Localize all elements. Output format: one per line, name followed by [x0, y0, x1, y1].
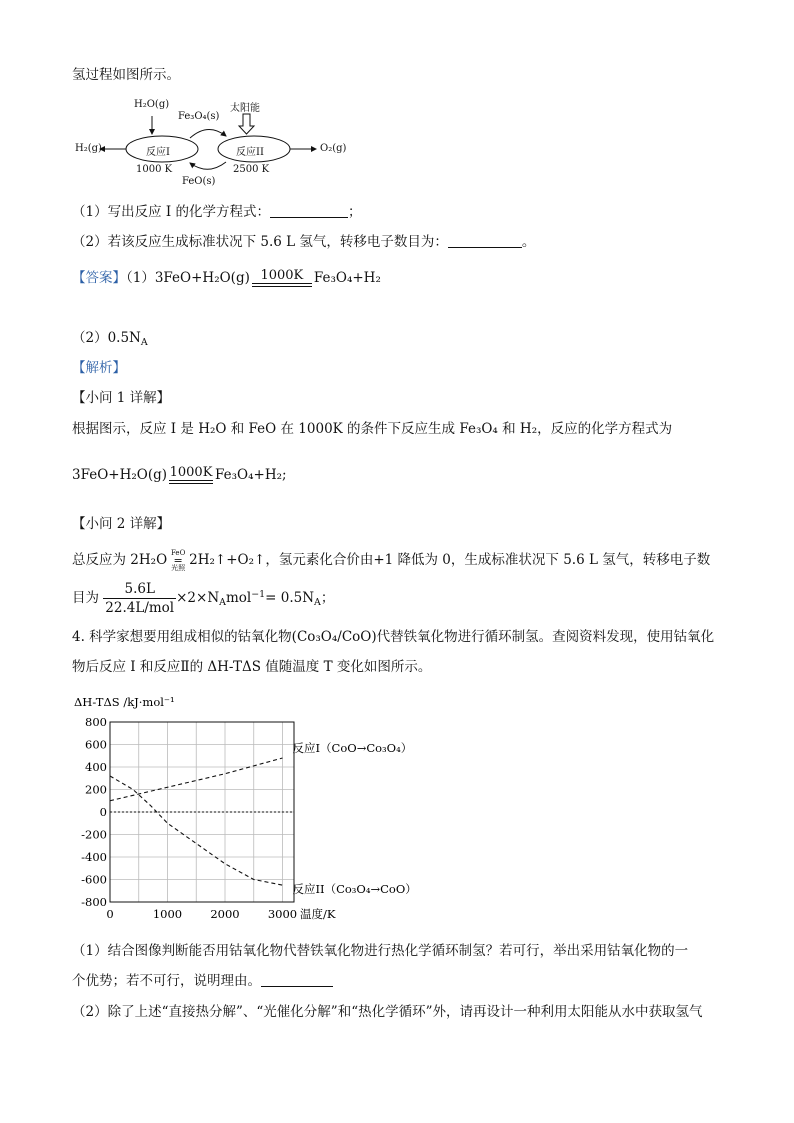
answer-1-prefix: （1）3FeO+H₂O(g): [126, 270, 250, 286]
sub2-text: 总反应为 2H₂O FeO = 光照 2H₂↑+O₂↑，氢元素化合价由+1 降低为 0，生成标准状况下 5.6 L 氢气，转移电子数: [72, 549, 711, 572]
solar-arrow: [239, 114, 254, 134]
question-1-end: ；: [348, 204, 362, 220]
analysis-tag: 【解析】: [72, 360, 126, 376]
question-2: [72, 233, 535, 251]
answer-1-condition: 1000K: [252, 269, 312, 287]
gibbs-chart-svg: [70, 690, 450, 930]
cycle-diagram: [70, 96, 347, 196]
y-tick-label: 800: [85, 715, 107, 729]
y-axis-label: ΔH-TΔS /kJ·mol⁻¹: [74, 695, 175, 709]
gibbs-chart: [70, 690, 450, 930]
y-tick-label: -400: [81, 850, 107, 864]
sub2-fraction: $\frac{5.6L}{\text{22.4L/mol}}$: [105, 581, 175, 616]
solar-label: 太阳能: [230, 103, 260, 114]
y-tick-label: -600: [81, 872, 107, 887]
y-tick-label: -200: [81, 827, 107, 842]
question-4-1-line-2: 个优势；若不可行，说明理由。: [72, 972, 333, 990]
y-tick-label: 200: [85, 782, 107, 797]
question-4-1-line-1: （1）结合图像判断能否用钴氧化物代替铁氧化物进行热化学循环制氢？若可行，举出采用钴氧化物的一: [72, 943, 689, 959]
sub1-text: 根据图示，反应 I 是 H₂O 和 FeO 在 1000K 的条件下反应生成 Fe₃O₄ 和 H₂，反应的化学方程式为: [72, 421, 673, 437]
x-tick-label: 2000: [210, 907, 240, 921]
answer-2: $(2)0.5N_A$: [72, 330, 148, 348]
series-label-2: 反应II（Co₃O₄→CoO）: [292, 882, 417, 897]
temp2-label: 2500 K: [233, 164, 270, 175]
answer-tag: 【答案】: [72, 270, 126, 286]
o2-label: O₂(g): [320, 143, 347, 154]
sub1-title: 【小问 1 详解】: [72, 390, 171, 406]
reaction2-label: 反应II: [236, 147, 264, 158]
reaction1-label: 反应I: [146, 147, 170, 158]
answer-blank-2[interactable]: [448, 235, 522, 248]
question-2-text: （2）若该反应生成标准状况下 5.6 L 氢气，转移电子数目为：: [72, 234, 448, 250]
feo-arrow: [190, 162, 226, 169]
y-tick-label: 600: [85, 737, 107, 752]
question-2-end: 。: [521, 234, 536, 250]
x-tick-label: 3000: [267, 907, 298, 921]
question-4-line-2: 物后反应 I 和反应Ⅱ的 ΔH-TΔS 值随温度 T 变化如图所示。: [72, 659, 432, 675]
h2o-label: H₂O(g): [134, 99, 170, 110]
sub2-condition: FeO = 光照: [170, 549, 186, 572]
question-1-text: （1）写出反应 I 的化学方程式：: [72, 204, 271, 220]
answer-1: [72, 269, 381, 287]
sub2-calc: 目为 $\frac{5.6L}{\text{22.4L/mol}}$ $\times 2\times N_Amol^{-1}= 0.5N_A$；: [72, 581, 335, 616]
question-1: [72, 203, 362, 221]
x-tick-label: 0: [106, 907, 114, 921]
temp1-label: 1000 K: [136, 164, 173, 175]
sub1-equation: 3FeO+H₂O(g) 1000K Fe₃O₄+H₂;: [72, 465, 287, 483]
answer-blank-1[interactable]: [270, 205, 348, 218]
fe3o4-label: Fe₃O₄(s): [178, 111, 220, 122]
x-tick-label: 1000: [152, 907, 183, 921]
question-4-2: （2）除了上述“直接热分解”、“光催化分解”和“热化学循环”外，请再设计一种利用太阳能从水中获取氢气: [72, 1004, 703, 1020]
series-label-1: 反应I（CoO→Co₃O₄）: [292, 741, 413, 755]
h2-label: H₂(g): [75, 143, 102, 154]
sub2-title: 【小问 2 详解】: [72, 516, 171, 532]
intro-line: 氢过程如图所示。: [72, 67, 180, 83]
y-tick-label: 0: [99, 805, 107, 819]
y-tick-label: 400: [85, 760, 107, 774]
question-4-line-1: 4. 科学家想要用组成相似的钴氧化物(Co₃O₄/CoO)代替铁氧化物进行循环制氢。查阅资料发现，使用钴氧化: [72, 629, 715, 645]
y-tick-label: -800: [81, 895, 107, 909]
answer-blank-4-1[interactable]: [261, 974, 333, 987]
fe3o4-arrow: [190, 129, 226, 138]
feo-label: FeO(s): [182, 176, 216, 187]
answer-1-suffix: Fe₃O₄+H₂: [313, 270, 381, 286]
x-axis-label: 温度/K: [300, 907, 336, 921]
